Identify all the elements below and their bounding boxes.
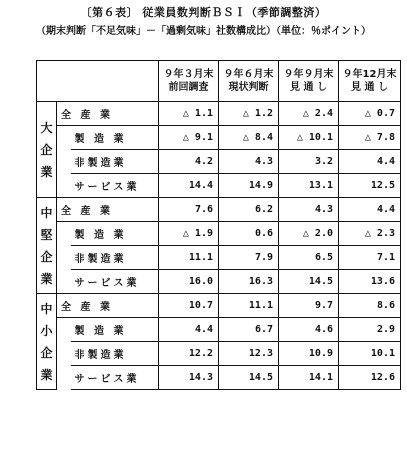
value-cell: 4.2 — [159, 150, 219, 174]
value-cell: 3.2 — [279, 150, 339, 174]
row-label: 非製造業 — [71, 246, 159, 270]
value-cell: 16.0 — [159, 270, 219, 294]
value-cell: 4.4 — [339, 150, 401, 174]
column-header: ９年３月末 前回調査 — [159, 61, 219, 102]
value-cell: △ 1.1 — [159, 102, 219, 126]
value-cell: △ 1.2 — [219, 102, 279, 126]
row-label: 全 産 業 — [57, 198, 159, 222]
value-cell: 12.3 — [219, 342, 279, 366]
value-cell: △ 7.8 — [339, 126, 401, 150]
value-cell: 14.4 — [159, 174, 219, 198]
value-cell: 13.6 — [339, 270, 401, 294]
value-cell: 8.6 — [339, 294, 401, 318]
row-label: 製 造 業 — [71, 126, 159, 150]
value-cell: 7.1 — [339, 246, 401, 270]
table-row — [37, 150, 401, 174]
table-row — [37, 366, 401, 390]
value-cell: 14.1 — [279, 366, 339, 390]
value-cell: 14.5 — [219, 366, 279, 390]
value-cell: 10.9 — [279, 342, 339, 366]
value-cell: △ 8.4 — [219, 126, 279, 150]
row-label: サービス業 — [71, 366, 159, 390]
value-cell: 16.3 — [219, 270, 279, 294]
value-cell: 14.9 — [219, 174, 279, 198]
value-cell: 6.7 — [219, 318, 279, 342]
indent-spacer — [57, 222, 71, 246]
value-cell: 12.5 — [339, 174, 401, 198]
row-label: サービス業 — [71, 270, 159, 294]
value-cell: △ 10.1 — [279, 126, 339, 150]
value-cell: △ 0.7 — [339, 102, 401, 126]
indent-spacer — [57, 270, 71, 294]
value-cell: 6.2 — [219, 198, 279, 222]
group-label: 大 企 業 — [37, 102, 57, 198]
value-cell: △ 2.4 — [279, 102, 339, 126]
value-cell: 14.5 — [279, 270, 339, 294]
value-cell: 12.2 — [159, 342, 219, 366]
value-cell: 13.1 — [279, 174, 339, 198]
table-row — [37, 294, 401, 318]
row-label: 製 造 業 — [71, 318, 159, 342]
table-row — [37, 102, 401, 126]
value-cell: △ 2.0 — [279, 222, 339, 246]
table-row — [37, 270, 401, 294]
value-cell: 4.4 — [339, 198, 401, 222]
table-row — [37, 342, 401, 366]
bsi-table — [36, 60, 401, 390]
value-cell: △ 2.3 — [339, 222, 401, 246]
value-cell: △ 1.9 — [159, 222, 219, 246]
indent-spacer — [57, 246, 71, 270]
group-label: 中 小 企 業 — [37, 294, 57, 390]
row-label: 全 産 業 — [57, 102, 159, 126]
value-cell: 11.1 — [219, 294, 279, 318]
value-cell: 9.7 — [279, 294, 339, 318]
value-cell: 4.3 — [279, 198, 339, 222]
indent-spacer — [57, 366, 71, 390]
header-row — [37, 61, 401, 102]
corner-cell — [37, 61, 159, 102]
value-cell: △ 9.1 — [159, 126, 219, 150]
table-subtitle: （期末判断「不足気味」－「過剰気味」社数構成比）（単位：％ポイント） — [36, 26, 371, 37]
indent-spacer — [57, 150, 71, 174]
value-cell: 10.7 — [159, 294, 219, 318]
indent-spacer — [57, 126, 71, 150]
table-row — [37, 198, 401, 222]
indent-spacer — [57, 342, 71, 366]
row-label: サービス業 — [71, 174, 159, 198]
value-cell: 4.3 — [219, 150, 279, 174]
value-cell: 12.6 — [339, 366, 401, 390]
row-label: 非製造業 — [71, 150, 159, 174]
column-header: ９年12月末 見 通 し — [339, 61, 401, 102]
value-cell: 10.1 — [339, 342, 401, 366]
value-cell: 4.6 — [279, 318, 339, 342]
value-cell: 7.9 — [219, 246, 279, 270]
column-header: ９年６月末 現状判断 — [219, 61, 279, 102]
table-row — [37, 174, 401, 198]
row-label: 非製造業 — [71, 342, 159, 366]
indent-spacer — [57, 174, 71, 198]
value-cell: 0.6 — [219, 222, 279, 246]
value-cell: 2.9 — [339, 318, 401, 342]
value-cell: 4.4 — [159, 318, 219, 342]
value-cell: 6.5 — [279, 246, 339, 270]
group-label: 中 堅 企 業 — [37, 198, 57, 294]
indent-spacer — [57, 318, 71, 342]
table-row — [37, 246, 401, 270]
table-row — [37, 126, 401, 150]
table-row — [37, 318, 401, 342]
value-cell: 11.1 — [159, 246, 219, 270]
table-row — [37, 222, 401, 246]
value-cell: 7.6 — [159, 198, 219, 222]
table-title: 〔第６表〕 従業員数判断ＢＳＩ（季節調整済） — [80, 6, 327, 19]
table-body — [37, 102, 401, 390]
value-cell: 14.3 — [159, 366, 219, 390]
column-header: ９年９月末 見 通 し — [279, 61, 339, 102]
row-label: 製 造 業 — [71, 222, 159, 246]
row-label: 全 産 業 — [57, 294, 159, 318]
